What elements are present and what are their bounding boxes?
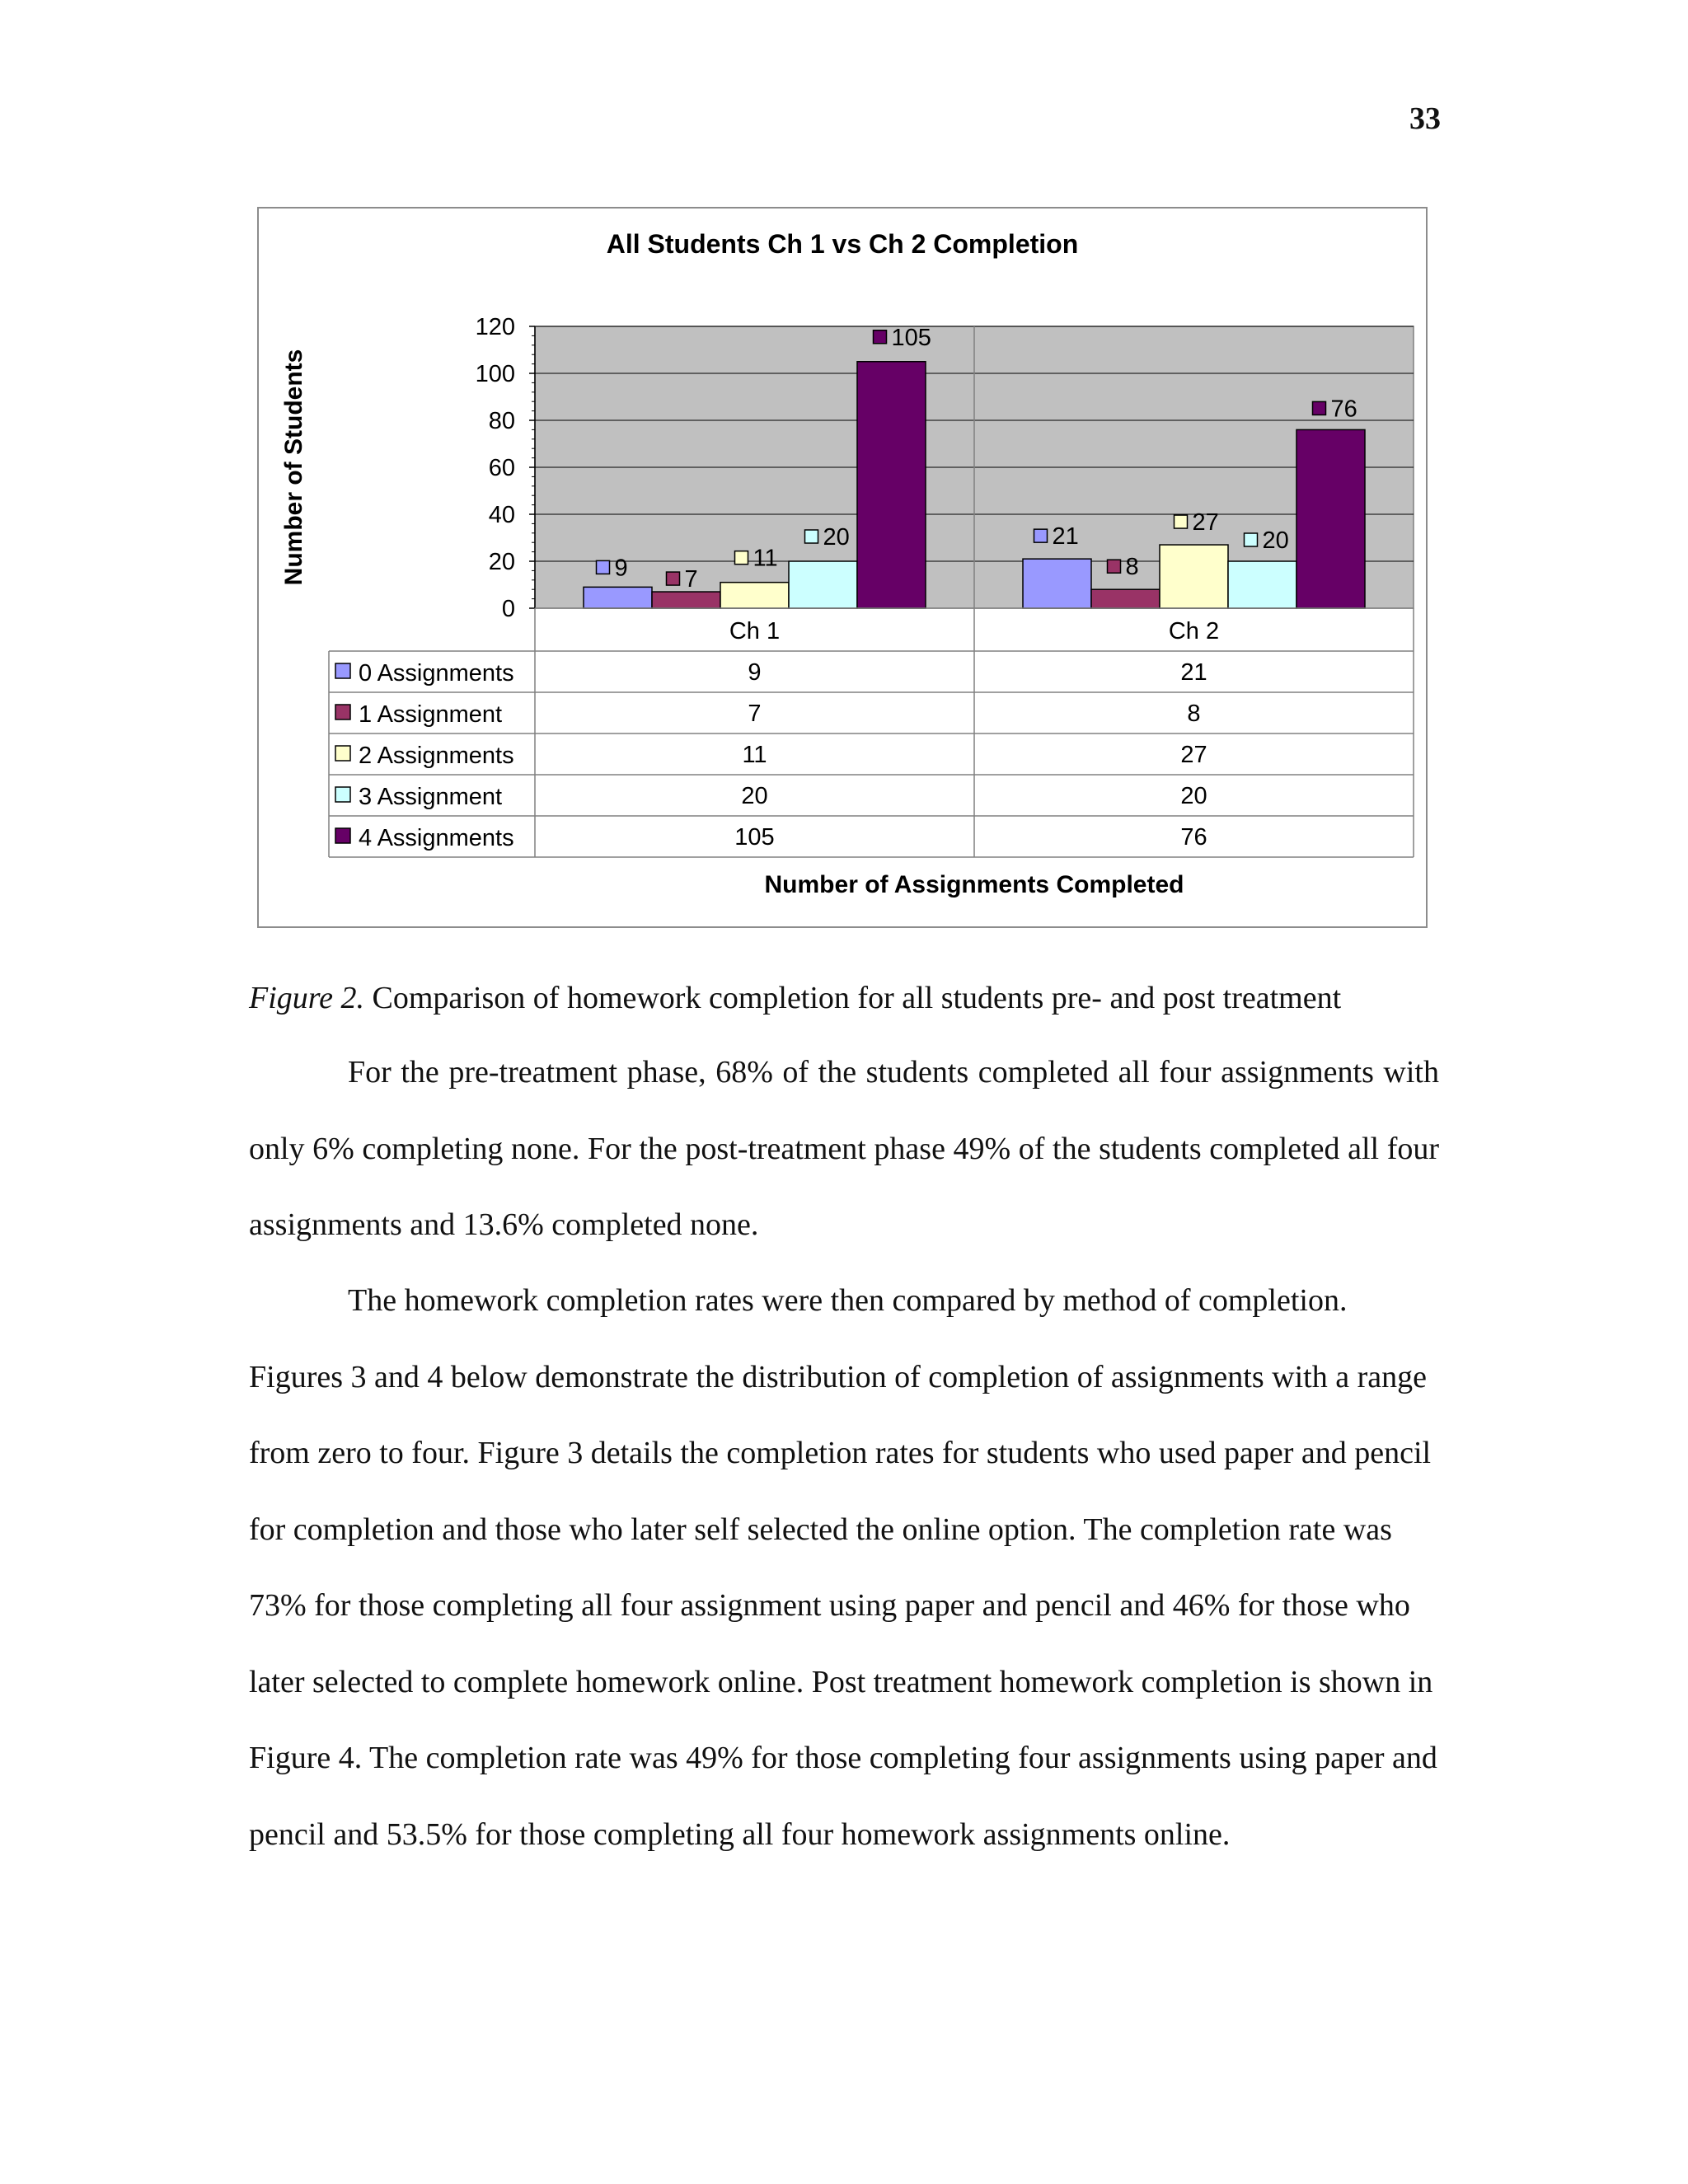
data-label: 105 [891, 324, 931, 351]
y-tick-label: 0 [501, 596, 515, 622]
bar-chart [259, 209, 1426, 926]
data-label-key [1034, 529, 1048, 542]
legend-label: 3 Assignment [359, 784, 503, 810]
legend-key [335, 663, 350, 678]
legend-label: 2 Assignments [359, 743, 514, 769]
bar-3-ch-1 [789, 561, 857, 608]
data-label-key [1313, 401, 1326, 415]
bar-1-ch-2 [1091, 589, 1160, 608]
figure-caption [249, 974, 1452, 1022]
data-label: 76 [1330, 396, 1357, 423]
y-axis-label: Number of Students [280, 349, 307, 586]
data-label: 9 [614, 555, 628, 582]
data-label: 27 [1192, 509, 1219, 537]
y-tick-label: 60 [488, 455, 515, 481]
chart-frame [257, 207, 1428, 928]
x-axis-label: Number of Assignments Completed [764, 871, 1184, 898]
data-label-key [805, 530, 818, 543]
legend-label: 0 Assignments [359, 660, 514, 687]
data-label-key [667, 572, 680, 585]
data-label: 11 [753, 545, 778, 572]
table-value: 11 [742, 742, 767, 768]
legend-label: 1 Assignment [359, 701, 503, 728]
bar-1-ch-1 [652, 592, 720, 608]
legend-key [335, 705, 350, 719]
data-label-key [1245, 533, 1258, 546]
chart-title: All Students Ch 1 vs Ch 2 Completion [606, 229, 1079, 259]
bar-3-ch-2 [1228, 561, 1296, 608]
legend-key [335, 787, 350, 802]
data-label: 20 [1262, 527, 1289, 554]
data-label-key [874, 330, 887, 344]
table-value: 20 [741, 783, 768, 809]
paragraph-2: The homework completion rates were then compared by method of completion. Figures 3 and 4 below demonstrate the distribution of completion of assignments with a range from zero to four. Figure 3 details the completion rates for students who used paper and pencil for completion and those who later self selected the online option. The completion rate was 73% for those completing all four assignment using paper and pencil and 46% for those who later selected to complete homework online. Post treatment homework completion is shown in Figure 4. The completion rate was 49% for those completing four assignments using paper and pencil and 53.5% for those completing all four homework assignments online. [249, 1283, 1437, 1852]
figure-caption-label: Figure 2. [249, 981, 365, 1015]
table-value: 9 [748, 659, 762, 686]
y-tick-label: 40 [488, 502, 515, 528]
y-tick-label: 120 [475, 314, 515, 340]
data-label: 7 [684, 566, 698, 593]
bar-0-ch-2 [1023, 559, 1091, 608]
table-value: 76 [1180, 824, 1207, 851]
figure-caption-text: Comparison of homework completion for all students pre- and post treatment [372, 981, 1342, 1015]
bar-4-ch-2 [1296, 429, 1365, 608]
table-value: 20 [1180, 783, 1207, 809]
table-value: 7 [748, 701, 762, 727]
data-label-key [1108, 560, 1121, 573]
category-label: Ch 2 [1168, 618, 1220, 644]
data-label-key [735, 551, 748, 565]
legend-label: 4 Assignments [359, 825, 514, 851]
y-tick-label: 80 [488, 408, 515, 434]
legend-key [335, 746, 350, 761]
table-value: 21 [1180, 659, 1207, 686]
data-label-key [1175, 515, 1188, 528]
page-number: 33 [1409, 101, 1441, 136]
y-tick-label: 100 [475, 361, 515, 387]
data-label: 8 [1125, 554, 1139, 581]
category-label: Ch 1 [729, 618, 781, 644]
y-tick-label: 20 [488, 549, 515, 575]
legend-key [335, 828, 350, 843]
bar-0-ch-1 [584, 587, 652, 608]
data-label: 21 [1052, 523, 1079, 551]
bar-2-ch-1 [720, 583, 789, 608]
data-label: 20 [823, 524, 850, 551]
table-value: 27 [1180, 742, 1207, 768]
table-value: 105 [734, 824, 775, 851]
paragraph-1: For the pre-treatment phase, 68% of the students completed all four assignments with only 6% completing none. For the post-treatment phase 49% of the students completed all four assignments and 13.6% completed none. [249, 1055, 1439, 1242]
bar-2-ch-2 [1160, 545, 1228, 608]
table-value: 8 [1187, 701, 1201, 727]
bar-4-ch-1 [857, 362, 926, 608]
data-label-key [597, 560, 610, 574]
